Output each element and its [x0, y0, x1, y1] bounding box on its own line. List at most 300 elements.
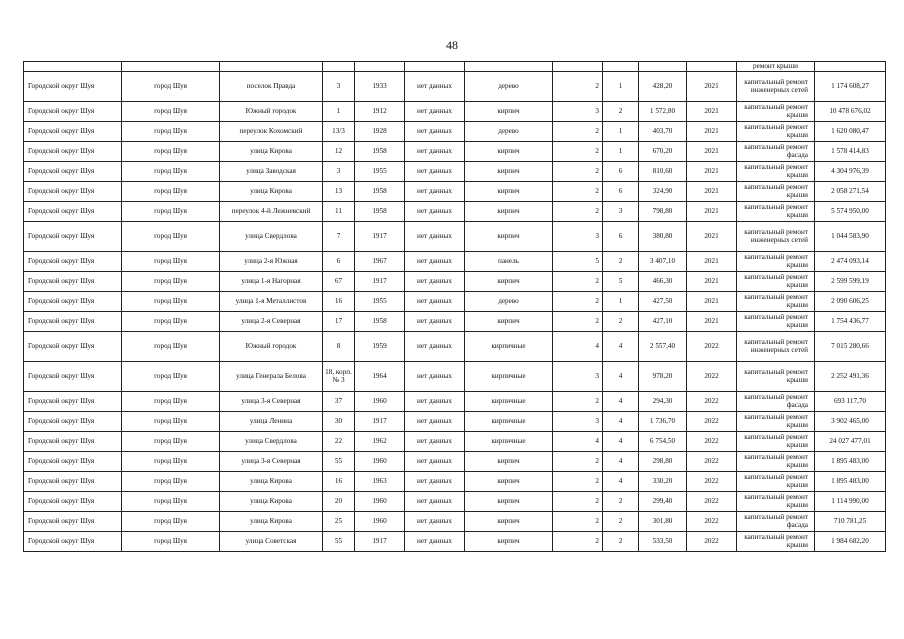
area-cell: 670,20: [639, 142, 687, 162]
settlement-cell: город Шуя: [122, 362, 220, 392]
settlement-cell: город Шуя: [122, 492, 220, 512]
settlement-cell: город Шуя: [122, 122, 220, 142]
district-cell: Городской округ Шуя: [24, 472, 122, 492]
house-number-cell: 25: [323, 512, 355, 532]
plan-year-cell: 2021: [687, 312, 737, 332]
settlement-cell: город Шуя: [122, 222, 220, 252]
district-cell: Городской округ Шуя: [24, 272, 122, 292]
housing-registry-table: [23, 61, 886, 552]
table-row: [24, 432, 886, 452]
table-row: [24, 272, 886, 292]
table-row: [24, 312, 886, 332]
entrances-cell: 4: [603, 332, 639, 362]
commission-year-cell: нет данных: [405, 292, 465, 312]
work-type-cell: капитальный ремонт крыши: [737, 292, 815, 312]
work-type-cell: капитальный ремонт крыши: [737, 182, 815, 202]
settlement-cell: город Шуя: [122, 102, 220, 122]
district-cell: Городской округ Шуя: [24, 532, 122, 552]
table-row: [24, 292, 886, 312]
entrances-cell: 1: [603, 122, 639, 142]
wall-material-cell: кирпич: [465, 472, 553, 492]
year-built-cell: 1963: [355, 472, 405, 492]
floors-cell: 3: [553, 222, 603, 252]
commission-year-cell: нет данных: [405, 102, 465, 122]
house-number-cell: 37: [323, 392, 355, 412]
year-built-cell: 1958: [355, 312, 405, 332]
cost-cell: 4 304 976,39: [815, 162, 886, 182]
commission-year-cell: нет данных: [405, 362, 465, 392]
entrances-cell: 4: [603, 452, 639, 472]
settlement-cell: город Шуя: [122, 272, 220, 292]
district-cell: Городской округ Шуя: [24, 122, 122, 142]
street-cell: поселок Правда: [220, 72, 323, 102]
plan-year-cell: 2021: [687, 102, 737, 122]
floors-cell: 2: [553, 392, 603, 412]
cost-cell: 1 620 080,47: [815, 122, 886, 142]
wall-material-cell: дерево: [465, 292, 553, 312]
street-cell: улица Кирова: [220, 512, 323, 532]
street-cell: улица Свердлова: [220, 432, 323, 452]
plan-year-cell: 2022: [687, 472, 737, 492]
area-cell: 978,20: [639, 362, 687, 392]
district-cell: Городской округ Шуя: [24, 332, 122, 362]
street-cell: переулок Кохомский: [220, 122, 323, 142]
floors-cell: 2: [553, 452, 603, 472]
plan-year-cell: 2022: [687, 532, 737, 552]
plan-year-cell: 2022: [687, 362, 737, 392]
commission-year-cell: нет данных: [405, 312, 465, 332]
plan-year-cell: 2021: [687, 182, 737, 202]
entrances-cell: 1: [603, 292, 639, 312]
house-number-cell: 30: [323, 412, 355, 432]
street-cell: Южный городок: [220, 102, 323, 122]
commission-year-cell: нет данных: [405, 452, 465, 472]
work-type-cell: капитальный ремонт фасада: [737, 392, 815, 412]
settlement-cell: город Шуя: [122, 142, 220, 162]
area-cell: 294,30: [639, 392, 687, 412]
table-row: [24, 162, 886, 182]
house-number-cell: 11: [323, 202, 355, 222]
floors-cell: 3: [553, 102, 603, 122]
house-number-cell: 6: [323, 252, 355, 272]
commission-year-cell: нет данных: [405, 272, 465, 292]
entrances-cell: 1: [603, 142, 639, 162]
year-built-cell: 1917: [355, 532, 405, 552]
plan-year-cell: 2021: [687, 72, 737, 102]
street-cell: улица 1-я Металлистов: [220, 292, 323, 312]
wall-material-cell: дерево: [465, 72, 553, 102]
settlement-cell: город Шуя: [122, 162, 220, 182]
floors-cell: 2: [553, 272, 603, 292]
settlement-cell: город Шуя: [122, 72, 220, 102]
floors-cell: 5: [553, 252, 603, 272]
street-cell: улица Кирова: [220, 142, 323, 162]
area-cell: 3 407,10: [639, 252, 687, 272]
district-cell: Городской округ Шуя: [24, 142, 122, 162]
plan-year-cell: 2022: [687, 332, 737, 362]
district-cell: Городской округ Шуя: [24, 392, 122, 412]
floors-cell: 4: [553, 432, 603, 452]
plan-year-cell: 2021: [687, 252, 737, 272]
plan-year-cell: 2021: [687, 202, 737, 222]
district-cell: Городской округ Шуя: [24, 512, 122, 532]
year-built-cell: 1917: [355, 222, 405, 252]
entrances-cell: 1: [603, 72, 639, 102]
cost-cell: 24 027 477,01: [815, 432, 886, 452]
wall-material-cell: кирпич: [465, 492, 553, 512]
entrances-cell: 4: [603, 362, 639, 392]
year-built-cell: 1933: [355, 72, 405, 102]
cost-cell: 1 044 583,90: [815, 222, 886, 252]
table-row: [24, 452, 886, 472]
floors-cell: 2: [553, 492, 603, 512]
table-row: [24, 102, 886, 122]
street-cell: улица 2-я Южная: [220, 252, 323, 272]
work-type-cell: капитальный ремонт инженерных сетей: [737, 222, 815, 252]
commission-year-cell: нет данных: [405, 142, 465, 162]
district-cell: Городской округ Шуя: [24, 162, 122, 182]
floors-cell: 2: [553, 472, 603, 492]
area-cell: 466,30: [639, 272, 687, 292]
work-type-cell: капитальный ремонт крыши: [737, 252, 815, 272]
cost-cell: 693 117,70: [815, 392, 886, 412]
wall-material-cell: кирпич: [465, 222, 553, 252]
house-number-cell: 16: [323, 472, 355, 492]
street-cell: улица 2-я Северная: [220, 312, 323, 332]
house-number-cell: 22: [323, 432, 355, 452]
table-row: [24, 532, 886, 552]
year-built-cell: 1958: [355, 202, 405, 222]
commission-year-cell: нет данных: [405, 202, 465, 222]
house-number-cell: 13: [323, 182, 355, 202]
area-cell: 428,20: [639, 72, 687, 102]
work-type-cell: капитальный ремонт крыши: [737, 202, 815, 222]
wall-material-cell: кирпич: [465, 532, 553, 552]
commission-year-cell: нет данных: [405, 512, 465, 532]
year-built-cell: 1955: [355, 292, 405, 312]
commission-year-cell: нет данных: [405, 162, 465, 182]
plan-year-cell: 2021: [687, 162, 737, 182]
commission-year-cell: нет данных: [405, 532, 465, 552]
area-cell: 403,70: [639, 122, 687, 142]
area-cell: 299,40: [639, 492, 687, 512]
district-cell: Городской округ Шуя: [24, 312, 122, 332]
table-row: [24, 362, 886, 392]
work-type-cell: капитальный ремонт крыши: [737, 472, 815, 492]
district-cell: Городской округ Шуя: [24, 72, 122, 102]
settlement-cell: город Шуя: [122, 412, 220, 432]
plan-year-cell: 2021: [687, 122, 737, 142]
commission-year-cell: нет данных: [405, 252, 465, 272]
district-cell: Городской округ Шуя: [24, 102, 122, 122]
street-cell: улица 1-я Нагорная: [220, 272, 323, 292]
street-cell: улица Кирова: [220, 492, 323, 512]
floors-cell: 2: [553, 512, 603, 532]
house-number-cell: 20: [323, 492, 355, 512]
year-built-cell: 1964: [355, 362, 405, 392]
area-cell: 798,80: [639, 202, 687, 222]
commission-year-cell: нет данных: [405, 412, 465, 432]
cost-cell: 1 895 483,00: [815, 452, 886, 472]
settlement-cell: город Шуя: [122, 392, 220, 412]
entrances-cell: 4: [603, 412, 639, 432]
wall-material-cell: кирпичные: [465, 392, 553, 412]
cost-cell: 2 474 093,14: [815, 252, 886, 272]
work-type-cell: капитальный ремонт фасада: [737, 512, 815, 532]
street-cell: улица 3-я Северная: [220, 392, 323, 412]
wall-material-cell: панель: [465, 252, 553, 272]
cost-cell: 3 902 465,00: [815, 412, 886, 432]
work-type-cell: капитальный ремонт крыши: [737, 162, 815, 182]
house-number-cell: 17: [323, 312, 355, 332]
wall-material-cell: кирпич: [465, 142, 553, 162]
table-row: [24, 472, 886, 492]
wall-material-cell: кирпич: [465, 512, 553, 532]
district-cell: Городской округ Шуя: [24, 432, 122, 452]
district-cell: Городской округ Шуя: [24, 202, 122, 222]
cost-cell: 10 478 676,02: [815, 102, 886, 122]
year-built-cell: 1917: [355, 412, 405, 432]
table-row: [24, 512, 886, 532]
house-number-cell: 3: [323, 162, 355, 182]
plan-year-cell: 2021: [687, 272, 737, 292]
wall-material-cell: кирпич: [465, 102, 553, 122]
cost-cell: 1 984 682,20: [815, 532, 886, 552]
floors-cell: 3: [553, 412, 603, 432]
house-number-cell: 67: [323, 272, 355, 292]
settlement-cell: город Шуя: [122, 432, 220, 452]
table-row-continued: [24, 62, 886, 72]
plan-year-cell: 2022: [687, 512, 737, 532]
street-cell: улица Свердлова: [220, 222, 323, 252]
house-number-cell: 13/3: [323, 122, 355, 142]
cost-cell: 2 058 271,54: [815, 182, 886, 202]
cost-cell: 1 578 414,83: [815, 142, 886, 162]
year-built-cell: 1958: [355, 182, 405, 202]
settlement-cell: город Шуя: [122, 292, 220, 312]
area-cell: 6 754,50: [639, 432, 687, 452]
plan-year-cell: 2021: [687, 292, 737, 312]
cost-cell: 2 252 491,36: [815, 362, 886, 392]
year-built-cell: 1960: [355, 392, 405, 412]
floors-cell: 4: [553, 332, 603, 362]
area-cell: 427,50: [639, 292, 687, 312]
year-built-cell: 1958: [355, 142, 405, 162]
plan-year-cell: 2021: [687, 222, 737, 252]
table-row: [24, 182, 886, 202]
commission-year-cell: нет данных: [405, 222, 465, 252]
wall-material-cell: кирпичные: [465, 412, 553, 432]
cost-cell: 2 090 606,25: [815, 292, 886, 312]
plan-year-cell: 2022: [687, 392, 737, 412]
district-cell: Городской округ Шуя: [24, 362, 122, 392]
area-cell: 2 557,40: [639, 332, 687, 362]
street-cell: улица Ленина: [220, 412, 323, 432]
area-cell: 810,60: [639, 162, 687, 182]
work-type-cell: капитальный ремонт крыши: [737, 432, 815, 452]
entrances-cell: 2: [603, 252, 639, 272]
cost-cell: 1 754 436,77: [815, 312, 886, 332]
settlement-cell: город Шуя: [122, 182, 220, 202]
settlement-cell: город Шуя: [122, 252, 220, 272]
commission-year-cell: нет данных: [405, 392, 465, 412]
cost-cell: 5 574 950,00: [815, 202, 886, 222]
cost-cell: 710 781,25: [815, 512, 886, 532]
area-cell: 1 572,80: [639, 102, 687, 122]
district-cell: Городской округ Шуя: [24, 452, 122, 472]
street-cell: переулок 4-й Лежневский: [220, 202, 323, 222]
table-row: [24, 222, 886, 252]
house-number-cell: 16: [323, 292, 355, 312]
house-number-cell: 55: [323, 452, 355, 472]
floors-cell: 2: [553, 202, 603, 222]
house-number-cell: 55: [323, 532, 355, 552]
entrances-cell: 4: [603, 392, 639, 412]
district-cell: Городской округ Шуя: [24, 492, 122, 512]
wall-material-cell: кирпич: [465, 202, 553, 222]
floors-cell: 2: [553, 182, 603, 202]
wall-material-cell: кирпичные: [465, 432, 553, 452]
floors-cell: 2: [553, 122, 603, 142]
year-built-cell: 1960: [355, 492, 405, 512]
wall-material-cell: кирпич: [465, 312, 553, 332]
floors-cell: 2: [553, 162, 603, 182]
settlement-cell: город Шуя: [122, 512, 220, 532]
work-type-cell: ремонт крыши: [737, 62, 815, 72]
page-number: 48: [446, 38, 458, 52]
floors-cell: 3: [553, 362, 603, 392]
commission-year-cell: нет данных: [405, 492, 465, 512]
entrances-cell: 6: [603, 222, 639, 252]
house-number-cell: 8: [323, 332, 355, 362]
area-cell: 380,80: [639, 222, 687, 252]
house-number-cell: 12: [323, 142, 355, 162]
work-type-cell: капитальный ремонт крыши: [737, 122, 815, 142]
plan-year-cell: 2022: [687, 452, 737, 472]
street-cell: улица Кирова: [220, 182, 323, 202]
work-type-cell: капитальный ремонт крыши: [737, 532, 815, 552]
house-number-cell: 3: [323, 72, 355, 102]
floors-cell: 2: [553, 72, 603, 102]
work-type-cell: капитальный ремонт крыши: [737, 362, 815, 392]
area-cell: 533,50: [639, 532, 687, 552]
street-cell: улица 3-я Северная: [220, 452, 323, 472]
cost-cell: 2 599 599,19: [815, 272, 886, 292]
wall-material-cell: кирпич: [465, 162, 553, 182]
table-row: [24, 72, 886, 102]
floors-cell: 2: [553, 292, 603, 312]
table-row: [24, 492, 886, 512]
wall-material-cell: кирпичные: [465, 362, 553, 392]
house-number-cell: 18, корп. № 3: [323, 362, 355, 392]
area-cell: 1 736,70: [639, 412, 687, 432]
settlement-cell: город Шуя: [122, 452, 220, 472]
entrances-cell: 5: [603, 272, 639, 292]
cost-cell: 1 174 608,27: [815, 72, 886, 102]
settlement-cell: город Шуя: [122, 202, 220, 222]
wall-material-cell: кирпич: [465, 452, 553, 472]
cost-cell: 1 895 483,00: [815, 472, 886, 492]
district-cell: Городской округ Шуя: [24, 412, 122, 432]
commission-year-cell: нет данных: [405, 472, 465, 492]
table-row: [24, 392, 886, 412]
year-built-cell: 1955: [355, 162, 405, 182]
cost-cell: 1 114 990,00: [815, 492, 886, 512]
street-cell: улица Советская: [220, 532, 323, 552]
table-row: [24, 332, 886, 362]
entrances-cell: 4: [603, 432, 639, 452]
work-type-cell: капитальный ремонт крыши: [737, 452, 815, 472]
table-row: [24, 142, 886, 162]
commission-year-cell: нет данных: [405, 122, 465, 142]
street-cell: улица Кирова: [220, 472, 323, 492]
year-built-cell: 1960: [355, 452, 405, 472]
district-cell: Городской округ Шуя: [24, 182, 122, 202]
year-built-cell: 1960: [355, 512, 405, 532]
wall-material-cell: кирпичные: [465, 332, 553, 362]
work-type-cell: капитальный ремонт крыши: [737, 312, 815, 332]
work-type-cell: капитальный ремонт инженерных сетей: [737, 72, 815, 102]
entrances-cell: 2: [603, 512, 639, 532]
wall-material-cell: дерево: [465, 122, 553, 142]
year-built-cell: 1967: [355, 252, 405, 272]
work-type-cell: капитальный ремонт фасада: [737, 142, 815, 162]
area-cell: 330,20: [639, 472, 687, 492]
work-type-cell: капитальный ремонт крыши: [737, 272, 815, 292]
entrances-cell: 2: [603, 532, 639, 552]
area-cell: 298,80: [639, 452, 687, 472]
house-number-cell: 7: [323, 222, 355, 252]
plan-year-cell: 2021: [687, 142, 737, 162]
floors-cell: 2: [553, 312, 603, 332]
plan-year-cell: 2022: [687, 432, 737, 452]
settlement-cell: город Шуя: [122, 312, 220, 332]
year-built-cell: 1917: [355, 272, 405, 292]
plan-year-cell: 2022: [687, 412, 737, 432]
street-cell: улица Генерала Белова: [220, 362, 323, 392]
plan-year-cell: 2022: [687, 492, 737, 512]
table-row: [24, 252, 886, 272]
work-type-cell: капитальный ремонт крыши: [737, 412, 815, 432]
table-row: [24, 412, 886, 432]
work-type-cell: капитальный ремонт крыши: [737, 492, 815, 512]
entrances-cell: 6: [603, 162, 639, 182]
house-number-cell: 1: [323, 102, 355, 122]
entrances-cell: 2: [603, 492, 639, 512]
entrances-cell: 2: [603, 102, 639, 122]
year-built-cell: 1962: [355, 432, 405, 452]
area-cell: 301,80: [639, 512, 687, 532]
district-cell: Городской округ Шуя: [24, 222, 122, 252]
area-cell: 427,10: [639, 312, 687, 332]
commission-year-cell: нет данных: [405, 332, 465, 362]
entrances-cell: 3: [603, 202, 639, 222]
district-cell: Городской округ Шуя: [24, 292, 122, 312]
street-cell: улица Заводская: [220, 162, 323, 182]
cost-cell: 7 015 280,66: [815, 332, 886, 362]
area-cell: 324,90: [639, 182, 687, 202]
work-type-cell: капитальный ремонт инженерных сетей: [737, 332, 815, 362]
floors-cell: 2: [553, 142, 603, 162]
wall-material-cell: кирпич: [465, 272, 553, 292]
settlement-cell: город Шуя: [122, 532, 220, 552]
entrances-cell: 2: [603, 312, 639, 332]
wall-material-cell: кирпич: [465, 182, 553, 202]
year-built-cell: 1928: [355, 122, 405, 142]
entrances-cell: 4: [603, 472, 639, 492]
table-row: [24, 122, 886, 142]
year-built-cell: 1912: [355, 102, 405, 122]
